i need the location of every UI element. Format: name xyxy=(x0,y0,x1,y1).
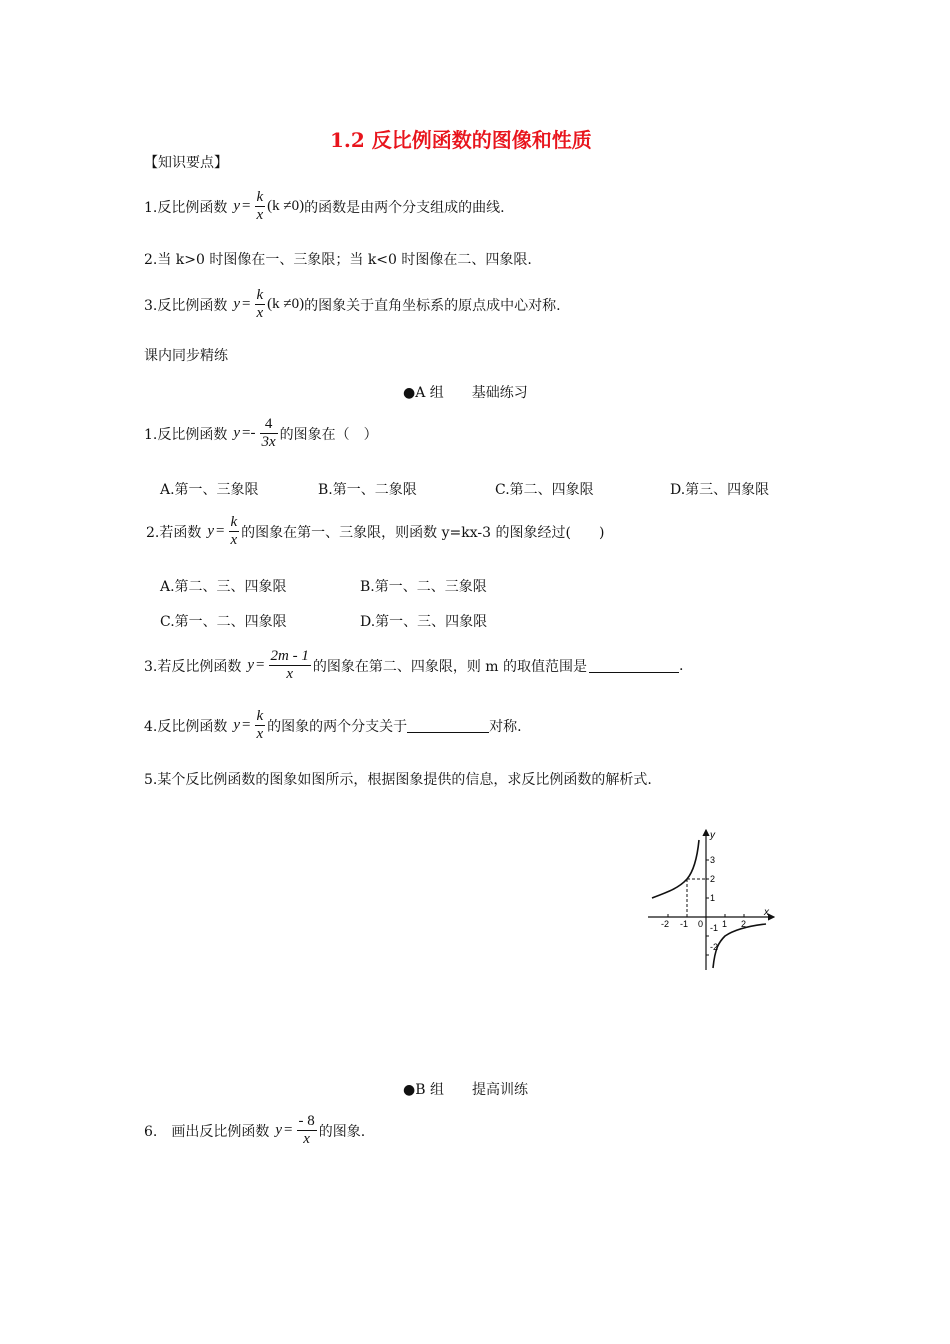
y-tick-label: 1 xyxy=(710,893,716,903)
k1-den: x xyxy=(256,207,264,223)
k3-den: x xyxy=(256,305,264,321)
q6-num: - 8 xyxy=(298,1113,315,1129)
q2-post: 的图象在第一、三象限，则函数 y=kx-3 的图象经过( ) xyxy=(241,524,605,541)
knowledge-item-1 xyxy=(144,189,505,224)
q2-den: x xyxy=(230,532,238,548)
k1-post: 的函数是由两个分支组成的曲线. xyxy=(304,199,505,216)
q1-post: 的图象在（ ） xyxy=(279,426,378,443)
q3-y: y xyxy=(247,657,255,673)
q3-fraction xyxy=(269,648,311,683)
q1-eq: =- xyxy=(242,425,256,441)
q3-den: x xyxy=(286,666,293,682)
q2-num: k xyxy=(230,514,238,530)
q4-end: 对称. xyxy=(489,718,522,735)
group-a-heading: ●A 组 基础练习 xyxy=(403,385,528,401)
q4-fraction xyxy=(255,708,266,743)
k3-y: y xyxy=(233,296,241,312)
q1-text: 1.反比例函数 xyxy=(144,426,228,443)
q6-post: 的图象. xyxy=(318,1123,366,1140)
question-1 xyxy=(144,416,378,451)
q2-text: 2.若函数 xyxy=(146,524,202,541)
q1-num: 4 xyxy=(264,416,273,432)
group-b-heading: ●B 组 提高训练 xyxy=(403,1082,528,1098)
q1-option-c: C.第二、四象限 xyxy=(495,482,594,498)
q6-den: x xyxy=(303,1131,310,1147)
section-sync: 课内同步精练 xyxy=(144,348,228,364)
origin-label: 0 xyxy=(698,919,704,929)
q2-option-b: B.第一、二、三象限 xyxy=(360,579,487,595)
q3-end: . xyxy=(679,657,684,674)
q3-text: 3.若反比例函数 xyxy=(144,658,242,675)
y-tick-label: -2 xyxy=(710,942,719,952)
q2-fraction xyxy=(229,514,240,549)
k3-text: 3.反比例函数 xyxy=(144,297,228,314)
page-title: 1.2 反比例函数的图像和性质 xyxy=(330,128,592,152)
branch-second-quadrant xyxy=(652,840,699,898)
hyperbola-graph xyxy=(646,826,782,974)
q3-post: 的图象在第二、四象限，则 m 的取值范围是 xyxy=(312,658,588,675)
question-3 xyxy=(144,648,683,683)
q2-option-d: D.第一、三、四象限 xyxy=(360,614,488,630)
q4-eq: = xyxy=(242,717,251,733)
y-tick-label: -1 xyxy=(710,923,719,933)
q6-y: y xyxy=(275,1122,283,1138)
q6-fraction xyxy=(297,1113,317,1148)
q4-post: 的图象的两个分支关于 xyxy=(267,718,408,735)
k1-text: 1.反比例函数 xyxy=(144,199,228,216)
knowledge-item-3 xyxy=(144,287,561,322)
k3-num: k xyxy=(256,287,264,303)
q3-answer-blank[interactable] xyxy=(589,658,679,673)
k1-fraction xyxy=(255,189,266,224)
knowledge-header: 【知识要点】 xyxy=(144,155,228,171)
branch-fourth-quadrant xyxy=(713,924,766,968)
x-axis-label: x xyxy=(764,907,769,918)
q1-y: y xyxy=(233,425,241,441)
q1-option-a: A.第一、三象限 xyxy=(160,482,259,498)
k3-post: 的图象关于直角坐标系的原点成中心对称. xyxy=(304,297,561,314)
q2-eq: = xyxy=(216,523,225,539)
q4-num: k xyxy=(256,708,264,724)
y-tick-label: 3 xyxy=(710,855,716,865)
question-2 xyxy=(146,514,604,549)
q6-eq: = xyxy=(284,1122,293,1138)
k3-fraction xyxy=(255,287,266,322)
x-tick-label: -2 xyxy=(661,919,670,929)
question-4 xyxy=(144,708,522,743)
q4-y: y xyxy=(233,717,241,733)
k1-cond: (k ≠0) xyxy=(267,198,305,214)
k3-eq: = xyxy=(242,296,251,312)
q4-den: x xyxy=(256,726,264,742)
q4-answer-blank[interactable] xyxy=(407,718,489,733)
q2-option-c: C.第一、二、四象限 xyxy=(160,614,287,630)
question-5: 5.某个反比例函数的图象如图所示，根据图象提供的信息，求反比例函数的解析式. xyxy=(144,772,652,788)
q1-option-b: B.第一、二象限 xyxy=(318,482,417,498)
k1-eq: = xyxy=(242,198,251,214)
q1-fraction xyxy=(260,416,278,451)
x-tick-label: 1 xyxy=(722,919,728,929)
k3-cond: (k ≠0) xyxy=(267,296,305,312)
q1-option-d: D.第三、四象限 xyxy=(670,482,770,498)
knowledge-item-2: 2.当 k>0 时图像在一、三象限；当 k<0 时图像在二、四象限. xyxy=(144,252,532,268)
x-tick-label: 2 xyxy=(741,919,747,929)
k1-y: y xyxy=(233,198,241,214)
q3-num: 2m - 1 xyxy=(270,648,309,664)
q6-text: 6. 画出反比例函数 xyxy=(144,1123,270,1140)
y-tick-label: 2 xyxy=(710,874,716,884)
x-tick-label: -1 xyxy=(680,919,689,929)
q3-eq: = xyxy=(256,657,265,673)
k1-num: k xyxy=(256,189,264,205)
q2-y: y xyxy=(207,523,215,539)
question-6 xyxy=(144,1113,365,1148)
q2-option-a: A.第二、三、四象限 xyxy=(160,579,287,595)
q1-den: 3x xyxy=(261,434,276,450)
q4-text: 4.反比例函数 xyxy=(144,718,228,735)
y-axis-label: y xyxy=(710,830,715,841)
